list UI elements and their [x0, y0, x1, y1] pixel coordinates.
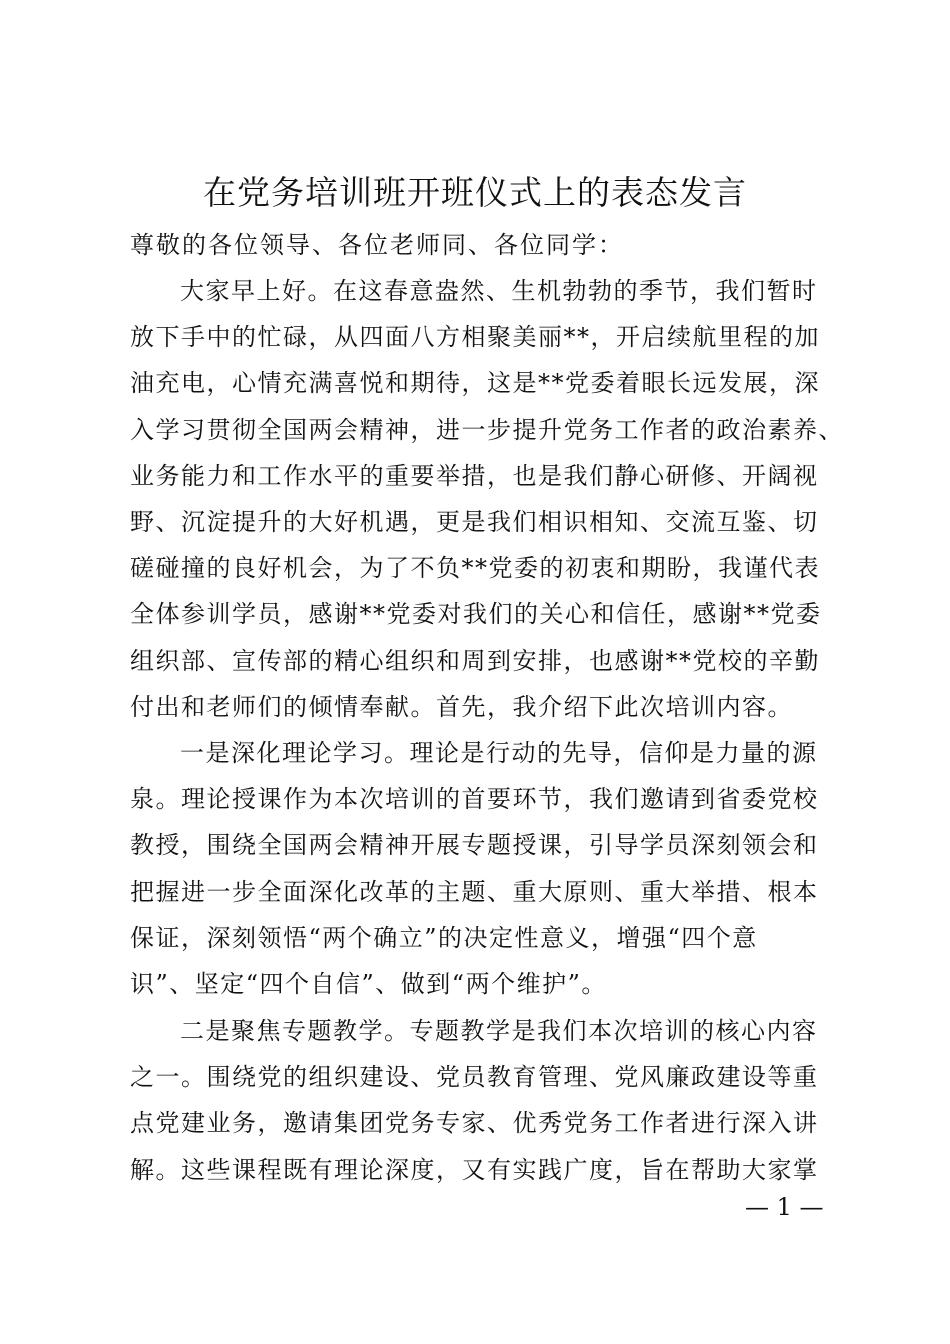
text-line: 野、沉淀提升的大好机遇，更是我们相识相知、交流互鉴、切	[130, 507, 819, 536]
text-line: 大家早上好。在这春意盎然、生机勃勃的季节，我们暂时	[180, 277, 818, 305]
text-line: 放下手中的忙碌，从四面八方相聚美丽**，开启续航里程的加	[130, 323, 820, 352]
document-title: 在党务培训班开班仪式上的表态发言	[203, 173, 747, 212]
salutation: 尊敬的各位领导、各位老师同、各位同学：	[130, 231, 624, 259]
text-line: 识”、坚定“四个自信”、做到“两个维护”。	[130, 969, 607, 998]
text-line: 泉。理论授课作为本次培训的首要环节，我们邀请到省委党校	[130, 785, 819, 814]
text-line: 入学习贯彻全国两会精神，进一步提升党务工作者的政治素养、	[130, 415, 844, 444]
text-line: 保证，深刻领悟“两个确立”的决定性意义，增强“四个意	[130, 923, 758, 952]
text-line: 付出和老师们的倾情奉献。首先，我介绍下此次培训内容。	[130, 692, 793, 721]
text-line: 把握进一步全面深化改革的主题、重大原则、重大举措、根本	[130, 877, 819, 906]
page-number: — 1 —	[745, 1193, 824, 1221]
text-line: 教授，围绕全国两会精神开展专题授课，引导学员深刻领会和	[130, 831, 819, 860]
text-line: 二是聚焦专题教学。专题教学是我们本次培训的核心内容	[180, 1017, 818, 1045]
text-line: 磋碰撞的良好机会，为了不负**党委的初衷和期盼，我谨代表	[130, 554, 820, 583]
text-line: 油充电，心情充满喜悦和期待，这是**党委着眼长远发展，深	[130, 369, 820, 398]
text-line: 点党建业务，邀请集团党务专家、优秀党务工作者进行深入讲	[130, 1109, 819, 1138]
text-line: 全体参训学员，感谢**党委对我们的关心和信任，感谢**党委	[130, 600, 822, 629]
text-line: 组织部、宣传部的精心组织和周到安排，也感谢**党校的辛勤	[130, 646, 820, 675]
text-line: 之一。围绕党的组织建设、党员教育管理、党风廉政建设等重	[130, 1063, 819, 1092]
text-line: 一是深化理论学习。理论是行动的先导，信仰是力量的源	[180, 739, 818, 767]
paragraph-greeting	[130, 268, 860, 730]
text-line: 解。这些课程既有理论深度，又有实践广度，旨在帮助大家掌	[130, 1155, 819, 1184]
text-line: 业务能力和工作水平的重要举措，也是我们静心研修、开阔视	[130, 461, 819, 490]
paragraph-special-teaching	[130, 1008, 860, 1193]
paragraph-theory-study	[130, 730, 860, 1007]
